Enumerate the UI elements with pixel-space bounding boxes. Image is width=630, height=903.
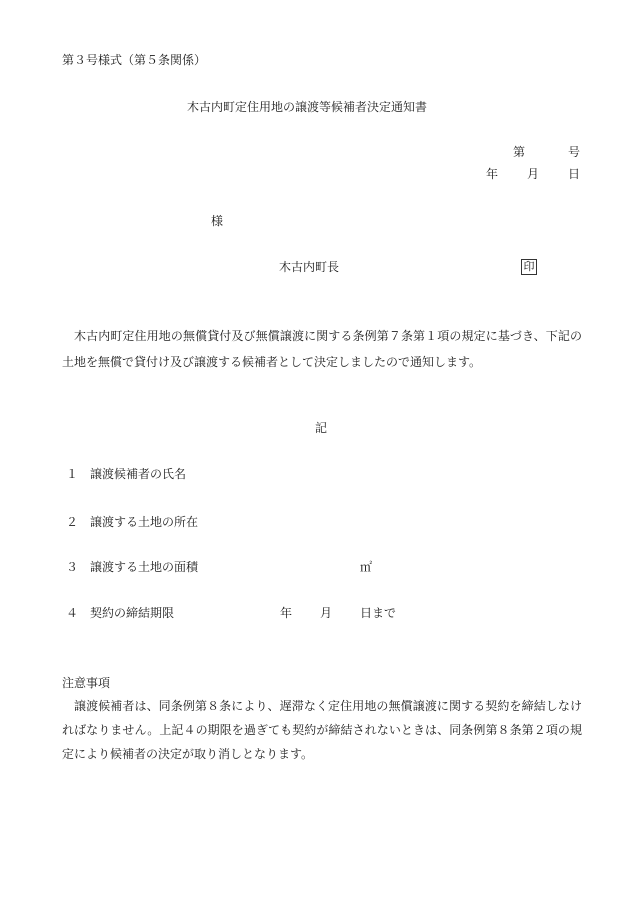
doc-number-go: 号	[568, 145, 581, 159]
form-label: 第３号様式（第５条関係）	[62, 53, 207, 67]
item-label: 契約の締結期限	[90, 606, 175, 620]
deadline-year: 年	[280, 606, 293, 620]
item-number: １	[66, 467, 79, 481]
seal-mark: 印	[521, 259, 537, 275]
item-number: ２	[66, 515, 79, 529]
recipient-suffix: 様	[211, 214, 224, 228]
date-year: 年	[486, 167, 499, 181]
ki-heading: 記	[315, 421, 328, 435]
area-unit: ㎡	[360, 560, 373, 574]
document-title: 木古内町定住用地の譲渡等候補者決定通知書	[187, 100, 428, 114]
item-number: ４	[66, 606, 79, 620]
doc-number-dai: 第	[513, 145, 526, 159]
notes-heading: 注意事項	[62, 676, 111, 690]
date-month: 月	[527, 167, 540, 181]
issuer-name: 木古内町長	[279, 260, 340, 274]
body-paragraph: 木古内町定住用地の無償貸付及び無償譲渡に関する条例第７条第１項の規定に基づき、下記の土地を無償で貸付け及び譲渡する候補者として決定しましたので通知します。	[62, 329, 582, 369]
item-number: ３	[66, 560, 79, 574]
date-day: 日	[568, 167, 581, 181]
notes-body: 譲渡候補者は、同条例第８条により、遅滞なく定住用地の無償譲渡に関する契約を締結しなければなりません。上記４の期限を過ぎても契約が締結されないときは、同条例第８条第２項の規定により候補者の決定が取り消しとなります。	[62, 699, 582, 761]
deadline-until: 日まで	[360, 606, 397, 620]
item-label: 譲渡する土地の所在	[90, 515, 199, 529]
item-label: 譲渡候補者の氏名	[90, 467, 187, 481]
item-label: 譲渡する土地の面積	[90, 560, 199, 574]
deadline-month: 月	[320, 606, 333, 620]
